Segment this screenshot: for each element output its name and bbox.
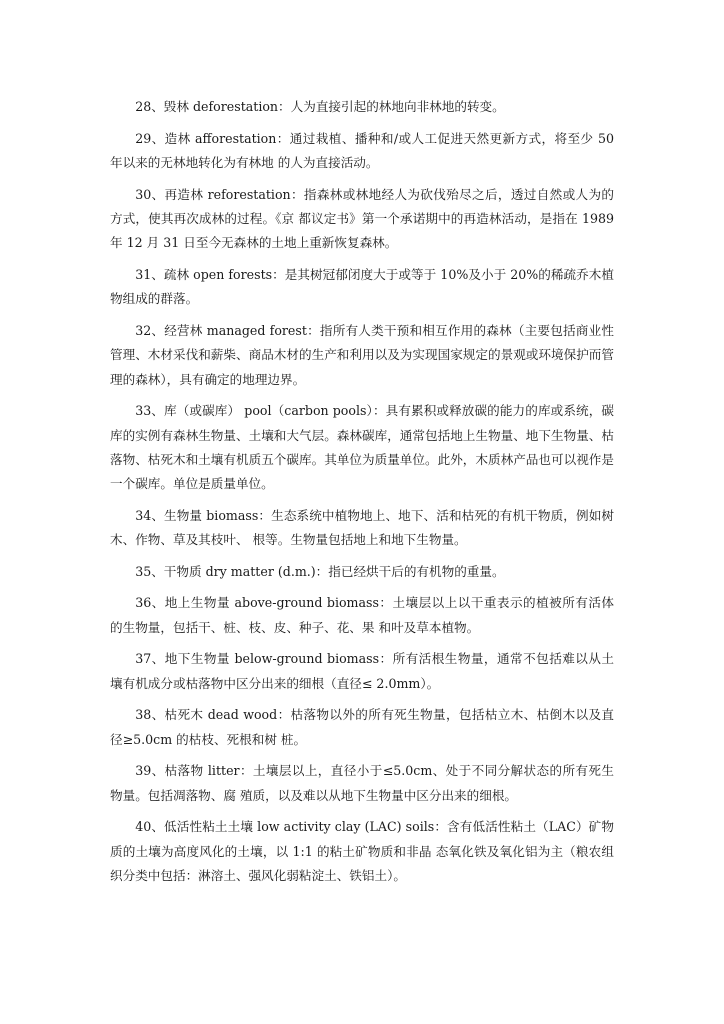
entry-38: 38、枯死木 dead wood：枯落物以外的所有死生物量，包括枯立木、枯倒木以及直径≥5.0cm 的枯枝、死根和树 桩。 <box>110 707 614 747</box>
entry-32: 32、经营林 managed forest：指所有人类干预和相互作用的森林（主要包括商业性管理、木材采伐和薪柴、商品木材的生产和利用以及为实现国家规定的景观或环境保护而管理的森林），具有确定的地理边界。 <box>110 322 614 387</box>
entry-40: 40、低活性粘土土壤 low activity clay (LAC) soils：含有低活性粘土（LAC）矿物质的土壤为高度风化的土壤，以 1:1 的粘土矿物质和非晶 态氧化铁及氧化铝为主（粮农组织分类中包括：淋溶土、强风化弱粘淀土、铁铝土）。 <box>110 819 614 883</box>
entry-39: 39、枯落物 litter：土壤层以上，直径小于≤5.0cm、处于不同分解状态的所有死生物量。包括凋落物、腐 殖质，以及难以从地下生物量中区分出来的细根。 <box>110 763 614 803</box>
entry-37: 37、地下生物量 below-ground biomass：所有活根生物量，通常不包括难以从土壤有机成分或枯落物中区分出来的细根（直径≤ 2.0mm）。 <box>110 651 614 691</box>
entry-30: 30、再造林 reforestation：指森林或林地经人为砍伐殆尽之后，透过自然或人为的方式，使其再次成林的过程。《京 都议定书》第一个承诺期中的再造林活动，是指在 1989 年 12 月 31 日至今无森林的土地上重新恢复森林。 <box>110 186 614 251</box>
entry-31: 31、疏林 open forests：是其树冠郁闭度大于或等于 10%及小于 20%的稀疏乔木植物组成的群落。 <box>110 266 614 307</box>
entry-35: 35、干物质 dry matter (d.m.)：指已经烘干后的有机物的重量。 <box>135 563 505 579</box>
entry-28: 28、毁林 deforestation：人为直接引起的林地向非林地的转变。 <box>135 99 505 114</box>
entry-34: 34、生物量 biomass：生态系统中植物地上、地下、活和枯死的有机干物质，例如树木、作物、草及其枝叶、 根等。生物量包括地上和地下生物量。 <box>110 507 614 548</box>
entry-33: 33、库（或碳库） pool（carbon pools）：具有累积或释放碳的能力的库或系统，碳库的实例有森林生物量、土壤和大气层。森林碳库，通常包括地上生物量、地下生物量、枯落物、枯死木和土壤有机质五个碳库。其单位为质量单位。此外，木质林产品也可以视作是一个碳库。单位是质量单位。 <box>110 403 614 492</box>
entry-36: 36、地上生物量 above-ground biomass：土壤层以上以干重表示的植被所有活体的生物量，包括干、桩、枝、皮、种子、花、果 和叶及草本植物。 <box>110 595 614 635</box>
entry-29: 29、造林 afforestation：通过栽植、播种和/或人工促进天然更新方式，将至少 50 年以来的无林地转化为有林地 的人为直接活动。 <box>110 130 614 170</box>
glossary-entries <box>110 95 614 896</box>
